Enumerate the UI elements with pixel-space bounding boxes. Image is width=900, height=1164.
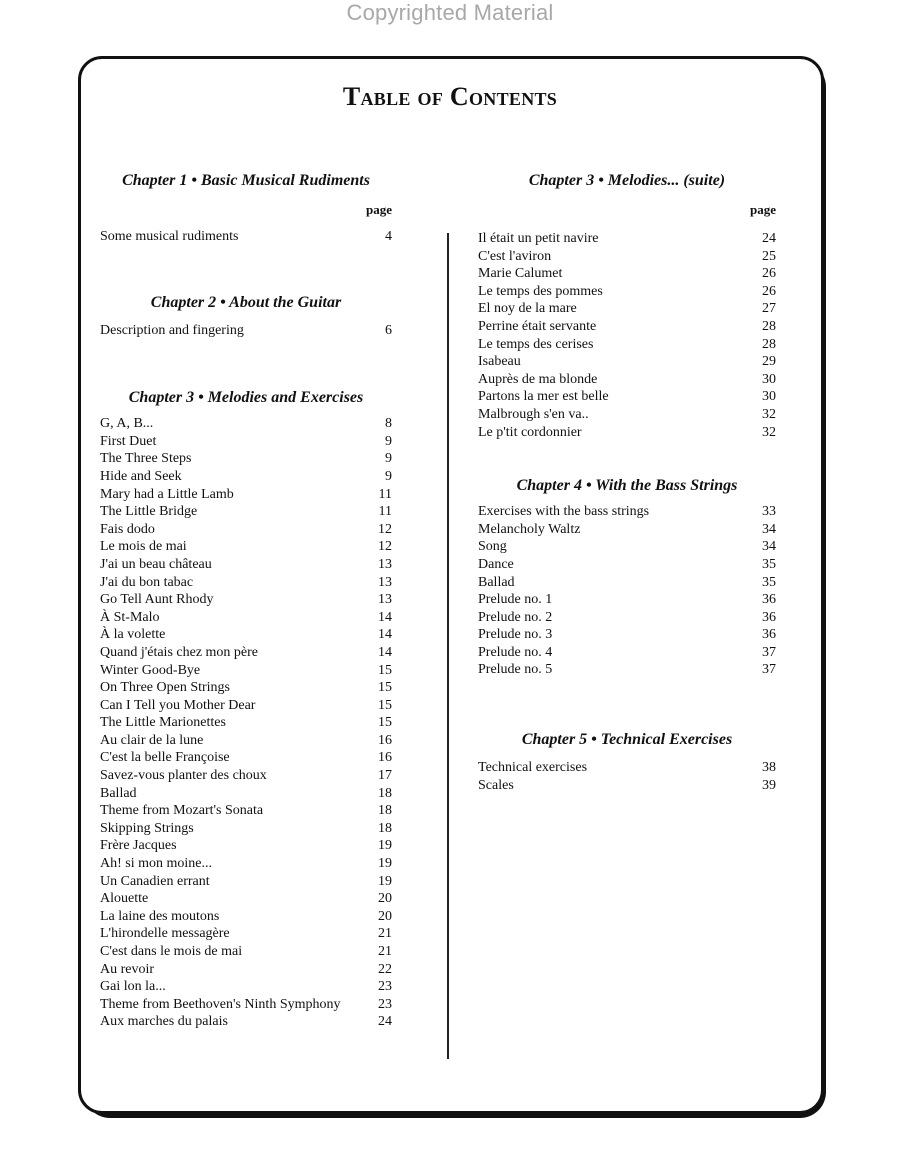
entry-page-number: 37 bbox=[762, 644, 776, 660]
toc-entry bbox=[100, 785, 392, 803]
toc-entry bbox=[100, 890, 392, 908]
entry-title: C'est dans le mois de mai bbox=[100, 944, 243, 959]
entry-page-number: 33 bbox=[762, 504, 776, 520]
entry-page-number: 36 bbox=[762, 627, 776, 643]
chapter-heading: Chapter 5 • Technical Exercises bbox=[521, 731, 733, 749]
entry-page-number: 9 bbox=[385, 468, 392, 484]
entry-page-number: 13 bbox=[378, 592, 392, 608]
entry-page-number: 11 bbox=[378, 486, 392, 502]
entry-title: Theme from Mozart's Sonata bbox=[100, 803, 264, 819]
toc-entry bbox=[100, 679, 392, 697]
entry-page-number: 23 bbox=[378, 979, 392, 995]
chapter-heading: Chapter 1 • Basic Musical Rudiments bbox=[122, 172, 370, 189]
entry-page-number: 4 bbox=[385, 229, 392, 244]
toc-entry bbox=[478, 503, 776, 521]
entry-page-number: 16 bbox=[378, 750, 392, 766]
entry-title: Song bbox=[478, 539, 507, 555]
entry-page-number: 13 bbox=[378, 574, 392, 590]
toc-entry bbox=[478, 265, 776, 283]
page-column-label: page bbox=[366, 202, 392, 217]
toc-entry bbox=[478, 574, 776, 592]
toc-entry bbox=[478, 230, 776, 248]
toc-entry bbox=[478, 353, 776, 371]
entry-page-number: 23 bbox=[378, 996, 392, 1012]
entry-page-number: 38 bbox=[762, 760, 776, 776]
toc-entry bbox=[478, 777, 776, 795]
toc-list bbox=[100, 415, 392, 1031]
entry-page-number: 20 bbox=[378, 908, 392, 924]
toc-entry bbox=[100, 820, 392, 838]
toc-entry bbox=[100, 961, 392, 979]
chapter-heading: Chapter 3 • Melodies... (suite) bbox=[528, 172, 726, 189]
entry-page-number: 30 bbox=[762, 371, 776, 387]
entry-page-number: 28 bbox=[762, 318, 776, 334]
entry-page-number: 26 bbox=[762, 266, 776, 282]
entry-title: The Little Marionettes bbox=[100, 715, 226, 731]
toc-entry bbox=[100, 609, 392, 627]
entry-title: Au clair de la lune bbox=[100, 732, 204, 748]
entry-page-number: 21 bbox=[378, 944, 392, 959]
toc-entry bbox=[100, 521, 392, 539]
entry-title: J'ai un beau château bbox=[100, 556, 212, 572]
toc-entry bbox=[478, 300, 776, 318]
toc-list bbox=[478, 230, 776, 441]
entry-title: Perrine était servante bbox=[478, 318, 597, 334]
entry-title: Auprès de ma blonde bbox=[478, 371, 598, 387]
entry-title: Quand j'étais chez mon père bbox=[100, 644, 259, 660]
toc-entry bbox=[100, 574, 392, 592]
entry-page-number: 30 bbox=[762, 389, 776, 405]
entry-title: El noy de la mare bbox=[478, 301, 577, 317]
toc-entry bbox=[478, 591, 776, 609]
toc-entry bbox=[100, 749, 392, 767]
entry-title: Malbrough s'en va.. bbox=[478, 406, 589, 422]
toc-entry bbox=[478, 248, 776, 266]
entry-page-number: 19 bbox=[378, 838, 392, 854]
entry-title: Un Canadien errant bbox=[100, 873, 210, 889]
entry-page-number: 16 bbox=[378, 732, 392, 748]
entry-title: Prelude no. 1 bbox=[478, 592, 553, 608]
entry-title: J'ai du bon tabac bbox=[100, 574, 194, 590]
entry-page-number: 8 bbox=[385, 416, 392, 432]
toc-entry bbox=[100, 556, 392, 574]
entry-title: Frère Jacques bbox=[100, 838, 177, 854]
toc-entry bbox=[478, 283, 776, 301]
toc-entry bbox=[100, 626, 392, 644]
entry-page-number: 36 bbox=[762, 609, 776, 625]
toc-entry bbox=[100, 714, 392, 732]
copyright-watermark: Copyrighted Material bbox=[346, 0, 554, 25]
entry-title: Gai lon la... bbox=[100, 979, 166, 995]
entry-title: La laine des moutons bbox=[100, 908, 220, 924]
entry-title: Skipping Strings bbox=[100, 820, 194, 836]
entry-page-number: 26 bbox=[762, 283, 776, 299]
toc-entry bbox=[478, 759, 776, 777]
toc-entry bbox=[478, 424, 776, 442]
toc-entry bbox=[100, 322, 392, 340]
chapter-heading: Chapter 3 • Melodies and Exercises bbox=[128, 389, 364, 407]
entry-title: Dance bbox=[478, 556, 514, 572]
entry-page-number: 32 bbox=[762, 406, 776, 422]
entry-title: Alouette bbox=[100, 891, 149, 907]
toc-entry bbox=[478, 521, 776, 539]
entry-title: Some musical rudiments bbox=[100, 229, 239, 244]
entry-title: À St-Malo bbox=[100, 609, 160, 625]
toc-entry bbox=[478, 556, 776, 574]
entry-page-number: 14 bbox=[378, 627, 392, 643]
entry-title: À la volette bbox=[100, 627, 166, 643]
entry-title: Winter Good-Bye bbox=[100, 662, 201, 678]
entry-page-number: 37 bbox=[762, 662, 776, 678]
entry-page-number: 25 bbox=[762, 248, 776, 264]
toc-entry bbox=[478, 318, 776, 336]
entry-page-number: 18 bbox=[378, 820, 392, 836]
chapter-heading: Chapter 4 • With the Bass Strings bbox=[516, 477, 738, 495]
toc-entry bbox=[478, 626, 776, 644]
entry-page-number: 9 bbox=[385, 451, 392, 467]
entry-page-number: 19 bbox=[378, 856, 392, 872]
entry-title: The Little Bridge bbox=[100, 504, 198, 520]
entry-title: Savez-vous planter des choux bbox=[100, 768, 267, 784]
entry-title: Go Tell Aunt Rhody bbox=[100, 592, 214, 608]
toc-entry bbox=[100, 855, 392, 873]
toc-entry bbox=[100, 468, 392, 486]
entry-title: Can I Tell you Mother Dear bbox=[100, 697, 256, 713]
page-column-label: page bbox=[750, 202, 776, 217]
entry-page-number: 28 bbox=[762, 336, 776, 352]
entry-title: Au revoir bbox=[100, 961, 155, 977]
toc-entry bbox=[478, 538, 776, 556]
entry-title: C'est l'aviron bbox=[478, 248, 552, 264]
toc-entry bbox=[100, 802, 392, 820]
right-column bbox=[478, 172, 776, 794]
toc-entry bbox=[478, 406, 776, 424]
entry-page-number: 15 bbox=[378, 697, 392, 713]
entry-page-number: 17 bbox=[378, 768, 392, 784]
entry-page-number: 32 bbox=[762, 424, 776, 440]
entry-title: Isabeau bbox=[478, 354, 521, 370]
entry-title: Partons la mer est belle bbox=[478, 389, 609, 405]
entry-title: C'est la belle Françoise bbox=[100, 750, 230, 766]
entry-title: Hide and Seek bbox=[100, 468, 182, 484]
toc-entry bbox=[478, 644, 776, 662]
toc-entry bbox=[478, 371, 776, 389]
toc-entry bbox=[100, 908, 392, 926]
toc-list bbox=[100, 322, 392, 340]
toc-entry bbox=[100, 228, 392, 246]
toc-entry bbox=[100, 767, 392, 785]
toc-entry bbox=[100, 644, 392, 662]
entry-title: Description and fingering bbox=[100, 322, 244, 338]
entry-page-number: 36 bbox=[762, 592, 776, 608]
entry-title: Le temps des pommes bbox=[478, 283, 603, 299]
entry-page-number: 29 bbox=[762, 354, 776, 370]
toc-entry bbox=[100, 732, 392, 750]
toc-entry bbox=[100, 943, 392, 961]
entry-title: Le p'tit cordonnier bbox=[478, 424, 582, 440]
toc-entry bbox=[100, 503, 392, 521]
entry-title: Prelude no. 3 bbox=[478, 627, 553, 643]
entry-page-number: 27 bbox=[762, 301, 776, 317]
entry-page-number: 20 bbox=[378, 891, 392, 907]
page-title: Table of Contents bbox=[342, 82, 558, 111]
column-divider bbox=[447, 233, 449, 1059]
entry-title: Melancholy Waltz bbox=[478, 521, 581, 537]
toc-entry bbox=[100, 996, 392, 1014]
toc-entry bbox=[100, 486, 392, 504]
entry-page-number: 18 bbox=[378, 785, 392, 801]
toc-entry bbox=[100, 873, 392, 891]
entry-page-number: 35 bbox=[762, 574, 776, 590]
entry-page-number: 13 bbox=[378, 556, 392, 572]
toc-entry bbox=[100, 415, 392, 433]
toc-entry bbox=[478, 661, 776, 679]
left-column bbox=[100, 172, 392, 1031]
entry-page-number: 24 bbox=[762, 231, 776, 246]
toc-entry bbox=[100, 1013, 392, 1031]
entry-title: Mary had a Little Lamb bbox=[100, 486, 234, 502]
entry-title: Prelude no. 5 bbox=[478, 662, 553, 678]
toc-entry bbox=[100, 433, 392, 451]
entry-title: Il était un petit navire bbox=[478, 231, 599, 246]
entry-page-number: 39 bbox=[762, 777, 776, 793]
entry-title: Prelude no. 4 bbox=[478, 644, 553, 660]
entry-page-number: 22 bbox=[378, 961, 392, 977]
entry-title: The Three Steps bbox=[100, 451, 192, 467]
toc-list bbox=[100, 228, 392, 246]
entry-page-number: 19 bbox=[378, 873, 392, 889]
entry-page-number: 15 bbox=[378, 680, 392, 696]
entry-title: Fais dodo bbox=[100, 521, 155, 537]
toc-entry bbox=[478, 336, 776, 354]
entry-title: L'hirondelle messagère bbox=[100, 926, 230, 942]
entry-title: Aux marches du palais bbox=[100, 1014, 228, 1030]
entry-title: Exercises with the bass strings bbox=[478, 504, 650, 520]
entry-page-number: 6 bbox=[385, 322, 392, 338]
toc-entry bbox=[100, 538, 392, 556]
toc-entry bbox=[100, 591, 392, 609]
entry-title: Scales bbox=[478, 777, 514, 793]
toc-entry bbox=[100, 697, 392, 715]
toc-list bbox=[478, 759, 776, 794]
entry-page-number: 34 bbox=[762, 521, 776, 537]
entry-title: Le mois de mai bbox=[100, 539, 187, 555]
entry-page-number: 15 bbox=[378, 715, 392, 731]
entry-page-number: 35 bbox=[762, 556, 776, 572]
entry-page-number: 14 bbox=[378, 644, 392, 660]
entry-title: On Three Open Strings bbox=[100, 680, 230, 696]
chapter-heading: Chapter 2 • About the Guitar bbox=[150, 293, 342, 311]
entry-title: Marie Calumet bbox=[478, 266, 563, 282]
entry-page-number: 21 bbox=[378, 926, 392, 942]
entry-title: Ballad bbox=[100, 785, 137, 801]
entry-title: G, A, B... bbox=[100, 416, 154, 432]
toc-entry bbox=[100, 978, 392, 996]
entry-title: Prelude no. 2 bbox=[478, 609, 553, 625]
entry-page-number: 34 bbox=[762, 539, 776, 555]
entry-page-number: 18 bbox=[378, 803, 392, 819]
entry-page-number: 12 bbox=[378, 539, 392, 555]
entry-title: Theme from Beethoven's Ninth Symphony bbox=[100, 996, 341, 1012]
entry-title: Ah! si mon moine... bbox=[100, 856, 212, 872]
entry-page-number: 14 bbox=[378, 609, 392, 625]
entry-page-number: 9 bbox=[385, 433, 392, 449]
entry-title: First Duet bbox=[100, 433, 157, 449]
entry-page-number: 15 bbox=[378, 662, 392, 678]
entry-title: Ballad bbox=[478, 574, 515, 590]
toc-entry bbox=[100, 837, 392, 855]
toc-entry bbox=[478, 609, 776, 627]
toc-entry bbox=[100, 662, 392, 680]
toc-entry bbox=[478, 388, 776, 406]
toc-entry bbox=[100, 450, 392, 468]
entry-title: Technical exercises bbox=[478, 760, 588, 776]
toc-entry bbox=[100, 925, 392, 943]
entry-title: Le temps des cerises bbox=[478, 336, 594, 352]
entry-page-number: 12 bbox=[378, 521, 392, 537]
entry-page-number: 24 bbox=[378, 1014, 392, 1030]
toc-list bbox=[478, 503, 776, 679]
entry-page-number: 11 bbox=[378, 504, 392, 520]
